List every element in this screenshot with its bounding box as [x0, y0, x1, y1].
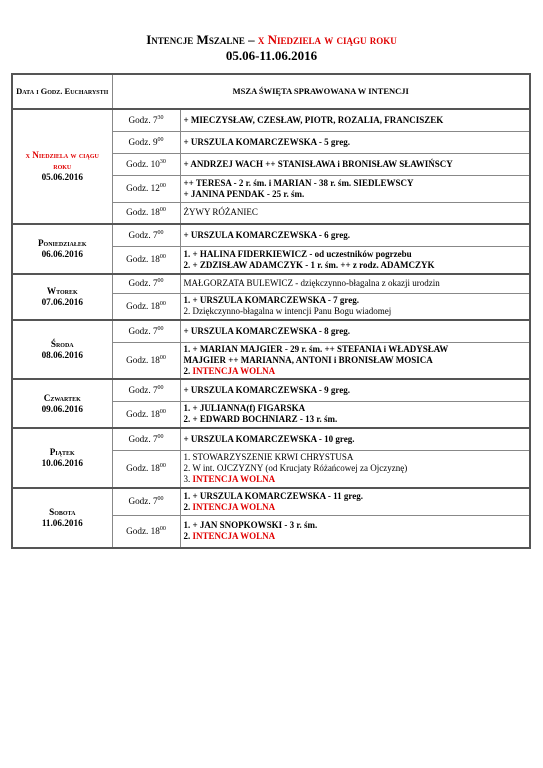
day-name: Sobota	[49, 507, 76, 517]
mass-row	[12, 224, 530, 246]
day-date: 09.06.2016	[41, 403, 83, 414]
time-label: Godz.	[128, 433, 153, 444]
intention-line	[184, 189, 527, 200]
intention-line	[184, 344, 527, 355]
mass-time	[112, 293, 180, 320]
time-minutes: 00	[157, 136, 164, 143]
time-hour: 18	[150, 525, 160, 536]
intention-cell	[180, 109, 530, 131]
intention-text: 2.	[183, 531, 191, 542]
intention-text: 2.	[183, 365, 191, 376]
time-minutes: 00	[159, 254, 166, 261]
time-hour: 12	[150, 183, 160, 193]
day-cell	[12, 379, 112, 428]
intention-text: MAJGIER ++ MARIANNA, ANTONI i BRONISŁAW MOSICA	[183, 354, 433, 365]
time-hour: 18	[150, 354, 160, 365]
intention-text: + URSZULA KOMARCZEWSKA - 6 greg.	[183, 229, 350, 240]
intention-line	[184, 520, 527, 531]
time-label: Godz.	[128, 325, 153, 336]
intention-cell	[180, 202, 530, 224]
intention-text: 2. + EDWARD BOCHNIARZ - 13 r. śm.	[183, 414, 338, 425]
date-range: 05.06-11.06.2016	[225, 48, 318, 63]
mass-time	[112, 379, 180, 401]
intention-line	[184, 452, 527, 463]
intention-cell	[180, 342, 530, 379]
intention-text: 1. + URSZULA KOMARCZEWSKA - 11 greg.	[183, 490, 363, 501]
intention-line	[184, 355, 527, 366]
mass-time	[112, 401, 180, 428]
intention-text: + URSZULA KOMARCZEWSKA - 5 greg.	[183, 136, 350, 147]
intention-line	[184, 326, 527, 337]
intention-text: + JANINA PENDAK - 25 r. śm.	[183, 188, 305, 199]
day-date: 10.06.2016	[41, 458, 83, 468]
intention-cell	[180, 488, 530, 515]
intention-text: + URSZULA KOMARCZEWSKA - 9 greg.	[183, 384, 350, 395]
intention-line	[184, 491, 527, 502]
mass-time	[112, 175, 180, 202]
title-prefix: Intencje Mszalne –	[146, 32, 258, 47]
page-title	[0, 32, 543, 48]
time-hour: 10	[150, 158, 160, 169]
intention-line	[184, 366, 527, 377]
intention-line	[184, 531, 527, 542]
intention-text: + MIECZYSŁAW, CZESŁAW, PIOTR, ROZALIA, FRANCISZEK	[183, 114, 444, 125]
intention-line	[184, 295, 527, 306]
day-date: 07.06.2016	[41, 297, 83, 307]
time-label: Godz.	[128, 278, 153, 289]
time-minutes: 00	[159, 408, 166, 415]
intention-text: 1. + JAN SNOPKOWSKI - 3 r. śm.	[183, 520, 318, 531]
time-label: Godz.	[126, 463, 151, 474]
header-date: Data i Godz. Eucharystii	[12, 74, 112, 109]
time-label: Godz.	[128, 384, 153, 395]
mass-row	[12, 488, 530, 515]
mass-time	[112, 515, 180, 548]
intention-text: MAŁGORZATA BULEWICZ - dziękczynno-błagalna z okazji urodzin	[183, 278, 440, 289]
intention-text: ŻYWY RÓŻANIEC	[183, 207, 258, 218]
mass-time	[112, 109, 180, 131]
time-label: Godz.	[126, 408, 151, 419]
intention-line	[184, 249, 527, 260]
time-hour: 7	[152, 384, 158, 395]
intention-text: 1. + MARIAN MAJGIER - 29 r. śm. ++ STEFANIA i WŁADYSŁAW	[183, 343, 449, 354]
time-minutes: 00	[159, 183, 166, 189]
table-header	[12, 74, 530, 109]
intention-line	[184, 137, 527, 148]
time-label: Godz.	[126, 525, 151, 536]
time-label: Godz.	[126, 354, 151, 365]
day-name: Piątek	[49, 447, 75, 457]
intention-cell	[180, 246, 530, 274]
time-hour: 7	[152, 229, 158, 240]
intention-cell	[180, 224, 530, 246]
time-label: Godz.	[126, 300, 151, 311]
intention-text: 2. + ZDZISŁAW ADAMCZYK - 1 r. śm. ++ z rodz. ADAMCZYK	[183, 259, 435, 270]
intention-cell	[180, 131, 530, 153]
intention-text: 3.	[183, 474, 191, 485]
intention-text: + URSZULA KOMARCZEWSKA - 10 greg.	[183, 433, 355, 444]
mass-time	[112, 342, 180, 379]
intention-line	[184, 474, 527, 485]
time-label: Godz.	[126, 207, 151, 218]
intention-cell	[180, 401, 530, 428]
intention-line	[184, 207, 527, 218]
day-name: Środa	[50, 338, 74, 349]
day-date: 11.06.2016	[41, 518, 83, 528]
day-cell	[12, 109, 112, 224]
time-hour: 7	[152, 114, 158, 125]
intention-cell	[180, 379, 530, 401]
mass-time	[112, 202, 180, 224]
day-cell	[12, 274, 112, 320]
time-hour: 7	[152, 496, 158, 507]
free-intention: INTENCJA WOLNA	[190, 531, 276, 542]
time-minutes: 00	[157, 384, 164, 391]
intention-line	[184, 502, 527, 513]
time-hour: 7	[152, 433, 158, 444]
time-minutes: 00	[157, 496, 164, 503]
time-label: Godz.	[128, 229, 153, 240]
time-hour: 7	[152, 325, 158, 336]
time-minutes: 00	[159, 354, 166, 361]
intention-line	[184, 414, 527, 425]
title-sunday: x Niedziela w ciągu roku	[257, 32, 397, 47]
mass-time	[112, 320, 180, 342]
time-minutes: 00	[157, 229, 164, 236]
time-minutes: 00	[159, 463, 166, 470]
intention-cell	[180, 175, 530, 202]
time-label: Godz.	[128, 136, 153, 147]
day-cell	[12, 488, 112, 548]
intentions-table	[11, 73, 531, 549]
intention-text: 2. W int. OJCZYZNY (od Krucjaty Różańcowej za Ojczyznę)	[183, 463, 408, 474]
mass-row	[12, 379, 530, 401]
intention-line	[184, 178, 527, 189]
intention-line	[184, 463, 527, 474]
time-hour: 18	[150, 300, 160, 311]
mass-time	[112, 450, 180, 488]
time-hour: 18	[150, 408, 160, 419]
intention-line	[184, 230, 527, 241]
intention-line	[184, 260, 527, 271]
day-name: Poniedziałek	[37, 238, 87, 248]
time-minutes: 00	[157, 278, 164, 285]
header-intention: MSZA ŚWIĘTA SPRAWOWANA W INTENCJI	[112, 74, 530, 109]
free-intention: INTENCJA WOLNA	[190, 501, 276, 512]
free-intention: INTENCJA WOLNA	[190, 365, 276, 376]
intention-text: 2. Dziękczynno-błagalna w intencji Panu Bogu wiadomej	[183, 306, 392, 317]
time-minutes: 00	[157, 325, 164, 332]
intention-text: 2.	[183, 501, 191, 512]
time-label: Godz.	[126, 183, 151, 193]
intention-line	[184, 159, 527, 170]
time-label: Godz.	[126, 254, 151, 265]
time-minutes: 30	[157, 114, 164, 121]
intention-text: 1. + HALINA FIDERKIEWICZ - od uczestników pogrzebu	[183, 248, 412, 259]
mass-time	[112, 153, 180, 175]
day-cell	[12, 320, 112, 379]
intention-cell	[180, 320, 530, 342]
time-minutes: 00	[159, 525, 166, 532]
time-hour: 18	[150, 254, 160, 265]
intention-line	[184, 385, 527, 396]
intention-cell	[180, 293, 530, 320]
intention-cell	[180, 515, 530, 548]
intention-cell	[180, 428, 530, 450]
time-minutes: 30	[159, 158, 166, 165]
free-intention: INTENCJA WOLNA	[190, 474, 276, 485]
intention-line	[184, 306, 527, 317]
mass-time	[112, 246, 180, 274]
mass-row	[12, 320, 530, 342]
intention-cell	[180, 274, 530, 293]
mass-time	[112, 428, 180, 450]
time-hour: 9	[152, 136, 158, 147]
intention-text: ++ TERESA - 2 r. śm. i MARIAN - 38 r. śm. SIEDLEWSCY	[183, 177, 414, 188]
time-minutes: 00	[159, 300, 166, 307]
intention-line	[184, 115, 527, 126]
intention-text: + URSZULA KOMARCZEWSKA - 8 greg.	[183, 325, 350, 336]
mass-row	[12, 274, 530, 293]
time-label: Godz.	[128, 114, 153, 125]
time-hour: 7	[152, 278, 158, 289]
intention-text: 1. + JULIANNA(f) FIGARSKA	[183, 403, 306, 414]
day-name: Czwartek	[43, 392, 81, 403]
intention-text: + ANDRZEJ WACH ++ STANISŁAWA i BRONISŁAW SŁAWIŃSCY	[183, 158, 453, 169]
day-cell	[12, 224, 112, 274]
day-name: x Niedziela w ciągu roku	[25, 150, 99, 171]
time-hour: 18	[150, 207, 160, 218]
day-date: 06.06.2016	[41, 249, 83, 259]
mass-row	[12, 428, 530, 450]
mass-time	[112, 274, 180, 293]
day-name: Wtorek	[46, 286, 78, 296]
mass-time	[112, 488, 180, 515]
time-minutes: 00	[159, 207, 166, 214]
day-date: 08.06.2016	[41, 349, 83, 360]
intention-cell	[180, 450, 530, 488]
mass-time	[112, 131, 180, 153]
time-label: Godz.	[128, 496, 153, 507]
day-cell	[12, 428, 112, 488]
time-minutes: 00	[157, 433, 164, 440]
intention-text: 1. + URSZULA KOMARCZEWSKA - 7 greg.	[183, 295, 359, 306]
mass-time	[112, 224, 180, 246]
intention-line	[184, 278, 527, 289]
intention-cell	[180, 153, 530, 175]
mass-row	[12, 109, 530, 131]
time-label: Godz.	[126, 158, 151, 169]
intention-line	[184, 403, 527, 414]
intention-text: 1. STOWARZYSZENIE KRWI CHRYSTUSA	[183, 452, 354, 463]
intention-line	[184, 434, 527, 445]
time-hour: 18	[150, 463, 160, 474]
day-date: 05.06.2016	[41, 172, 83, 182]
